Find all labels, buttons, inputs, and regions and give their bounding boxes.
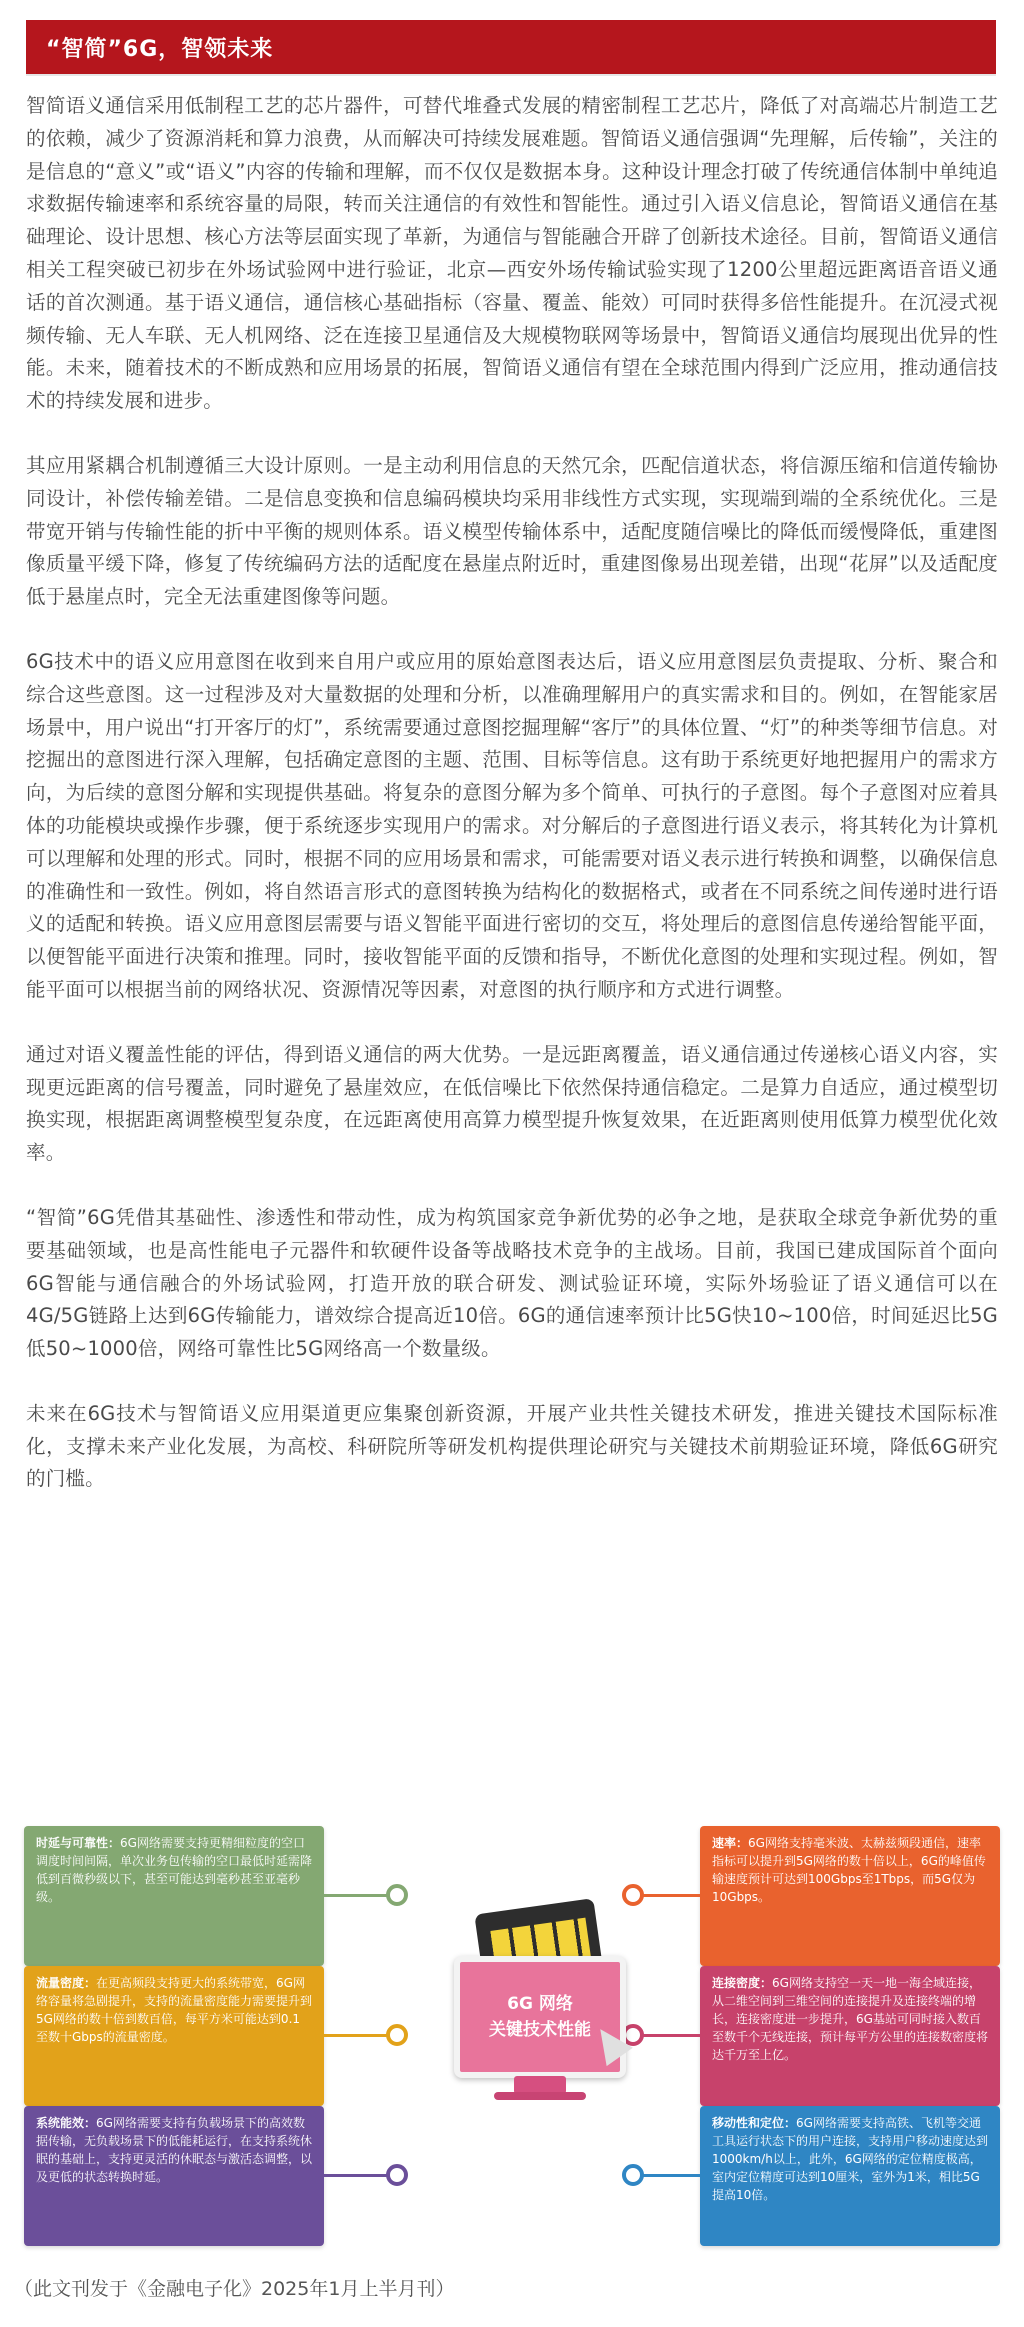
- card-energy-text: 6G网络需要支持有负载场景下的高效数据传输，无负载场景下的低能耗运行，在支持系统休眠的基础上，支持更灵活的休眠态与激活态调整，以及更低的状态转换时延。: [36, 2116, 313, 2184]
- card-mobility-title: 移动性和定位：: [712, 2116, 797, 2130]
- connector-dot-energy: [386, 2164, 408, 2186]
- card-rate: [700, 1826, 1000, 1966]
- center-title-line2: 关键技术性能: [489, 2020, 591, 2040]
- section-title: “智简”6G，智领未来: [46, 36, 274, 62]
- connector-latency: [324, 1894, 394, 1897]
- section-header: [26, 20, 996, 76]
- card-mobility-positioning: [700, 2106, 1000, 2246]
- paragraph-6: 未来在6G技术与智简语义应用渠道更应集聚创新资源，开展产业共性关键技术研发，推进关键技术国际标准化，支撑未来产业化发展，为高校、科研院所等研发机构提供理论研究与关键技术前期验证环境，降低6G研究的门槛。: [26, 1401, 998, 1491]
- paragraph-4: 通过对语义覆盖性能的评估，得到语义通信的两大优势。一是远距离覆盖，语义通信通过传递核心语义内容，实现更远距离的信号覆盖，同时避免了悬崖效应，在低信噪比下依然保持通信稳定。二是算力自适应，通过模型切换实现，根据距离调整模型复杂度，在远距离使用高算力模型提升恢复效果，在近距离则使用低算力模型优化效率。: [26, 1042, 998, 1165]
- card-energy-title: 系统能效：: [36, 2116, 97, 2130]
- card-connection-title: 连接密度：: [712, 1976, 773, 1990]
- connector-energy: [324, 2174, 394, 2177]
- connector-dot-mobility: [622, 2164, 644, 2186]
- card-latency-reliability: [24, 1826, 324, 1966]
- paragraph-1: 智简语义通信采用低制程工艺的芯片器件，可替代堆叠式发展的精密制程工艺芯片，降低了对高端芯片制造工艺的依赖，减少了资源消耗和算力浪费，从而解决可持续发展难题。智简语义通信强调“先理解，后传输”，关注的是信息的“意义”或“语义”内容的传输和理解，而不仅仅是数据本身。这种设计理念打破了传统通信体制中单纯追求数据传输速率和系统容量的局限，转而关注通信的有效性和智能性。通过引入语义信息论，智简语义通信在基础理论、设计思想、核心方法等层面实现了革新，为通信与智能融合开辟了创新技术途径。目前，智简语义通信相关工程突破已初步在外场试验网中进行验证，北京—西安外场传输试验实现了1200公里超远距离语音语义通话的首次测通。基于语义通信，通信核心基础指标（容量、覆盖、能效）可同时获得多倍性能提升。在沉浸式视频传输、无人车联、无人机网络、泛在连接卫星通信及大规模物联网等场景中，智简语义通信均展现出优异的性能。未来，随着技术的不断成熟和应用场景的拓展，智简语义通信有望在全球范围内得到广泛应用，推动通信技术的持续发展和进步。: [26, 94, 998, 413]
- monitor-base-icon: [494, 2092, 586, 2100]
- card-rate-title: 速率：: [712, 1836, 749, 1850]
- card-rate-text: 6G网络支持毫米波、太赫兹频段通信，速率指标可以提升到5G网络的数十倍以上，6G的峰值传输速度预计可达到100Gbps至1Tbps，而5G仅为10Gbps。: [712, 1836, 986, 1904]
- paragraph-3: 6G技术中的语义应用意图在收到来自用户或应用的原始意图表达后，语义应用意图层负责提取、分析、聚合和综合这些意图。这一过程涉及对大量数据的处理和分析，以准确理解用户的真实需求和目的。例如，在智能家居场景中，用户说出“打开客厅的灯”，系统需要通过意图挖掘理解“客厅”的具体位置、“灯”的种类等细节信息。对挖掘出的意图进行深入理解，包括确定意图的主题、范围、目标等信息。这有助于系统更好地把握用户的需求方向，为后续的意图分解和实现提供基础。将复杂的意图分解为多个简单、可执行的子意图。每个子意图对应着具体的功能模块或操作步骤，便于系统逐步实现用户的需求。对分解后的子意图进行语义表示，将其转化为计算机可以理解和处理的形式。同时，根据不同的应用场景和需求，可能需要对语义表示进行转换和调整，以确保信息的准确性和一致性。例如，将自然语言形式的意图转换为结构化的数据格式，或者在不同系统之间传递时进行语义的适配和转换。语义应用意图层需要与语义智能平面进行密切的交互，将处理后的意图信息传递给智能平面，以便智能平面进行决策和推理。同时，接收智能平面的反馈和指导，不断优化意图的处理和实现过程。例如，智能平面可以根据当前的网络状况、资源情况等因素，对意图的执行顺序和方式进行调整。: [26, 649, 998, 1001]
- publication-footnote: （此文刊发于《金融电子化》2025年1月上半月刊）: [14, 2278, 455, 2300]
- paragraph-2: 其应用紧耦合机制遵循三大设计原则。一是主动利用信息的天然冗余，匹配信道状态，将信源压缩和信道传输协同设计，补偿传输差错。二是信息变换和信息编码模块均采用非线性方式实现，实现端到端的全系统优化。三是带宽开销与传输性能的折中平衡的规则体系。语义模型传输体系中，适配度随信噪比的降低而缓慢降低，重建图像质量平缓下降，修复了传统编码方法的适配度在悬崖点附近时，重建图像易出现差错，出现“花屏”以及适配度低于悬崖点时，完全无法重建图像等问题。: [26, 453, 998, 609]
- card-energy-efficiency: [24, 2106, 324, 2246]
- paragraph-5: “智简”6G凭借其基础性、渗透性和带动性，成为构筑国家竞争新优势的必争之地，是获取全球竞争新优势的重要基础领域，也是高性能电子元器件和软硬件设备等战略技术竞争的主战场。目前，我国已建成国际首个面向6G智能与通信融合的外场试验网，打造开放的联合研发、测试验证环境，实际外场验证了语义通信可以在4G/5G链路上达到6G传输能力，谱效综合提高近10倍。6G的通信速率预计比5G快10~100倍，时间延迟比5G低50~1000倍，网络可靠性比5G网络高一个数量级。: [26, 1205, 998, 1361]
- center-illustration: [444, 1896, 644, 2116]
- card-traffic-title: 流量密度：: [36, 1976, 97, 1990]
- card-mobility-text: 6G网络需要支持高铁、飞机等交通工具运行状态下的用户连接，支持用户移动速度达到1000km/h以上，此外，6G网络的定位精度极高，室内定位精度可达到10厘米，室外为1米，相比5G提高10倍。: [712, 2116, 989, 2202]
- monitor-icon: [454, 1956, 626, 2078]
- card-connection-text: 6G网络支持空一天一地一海全域连接，从二维空间到三维空间的连接提升及连接终端的增长，连接密度进一步提升，6G基站可同时接入数百至数千个无线连接，预计每平方公里的连接数密度将达千万至上亿。: [712, 1976, 989, 2062]
- infographic-6g-performance: [24, 1826, 1000, 2246]
- card-connection-density: [700, 1966, 1000, 2106]
- card-traffic-density: [24, 1966, 324, 2106]
- card-latency-title: 时延与可靠性：: [36, 1836, 121, 1850]
- connector-dot-traffic: [386, 2024, 408, 2046]
- connector-dot-latency: [386, 1884, 408, 1906]
- article-body: [26, 90, 998, 1528]
- card-latency-text: 6G网络需要支持更精细粒度的空口调度时间间隔，单次业务包传输的空口最低时延需降低到百微秒级以下，甚至可能达到毫秒甚至亚毫秒级。: [36, 1836, 313, 1904]
- center-title-line1: 6G 网络: [507, 1994, 573, 2014]
- connector-traffic: [324, 2034, 394, 2037]
- card-traffic-text: 在更高频段支持更大的系统带宽，6G网络容量将急剧提升，支持的流量密度能力需要提升到5G网络的数十倍到数百倍，每平方米可能达到0.1至数十Gbps的流量密度。: [36, 1976, 313, 2044]
